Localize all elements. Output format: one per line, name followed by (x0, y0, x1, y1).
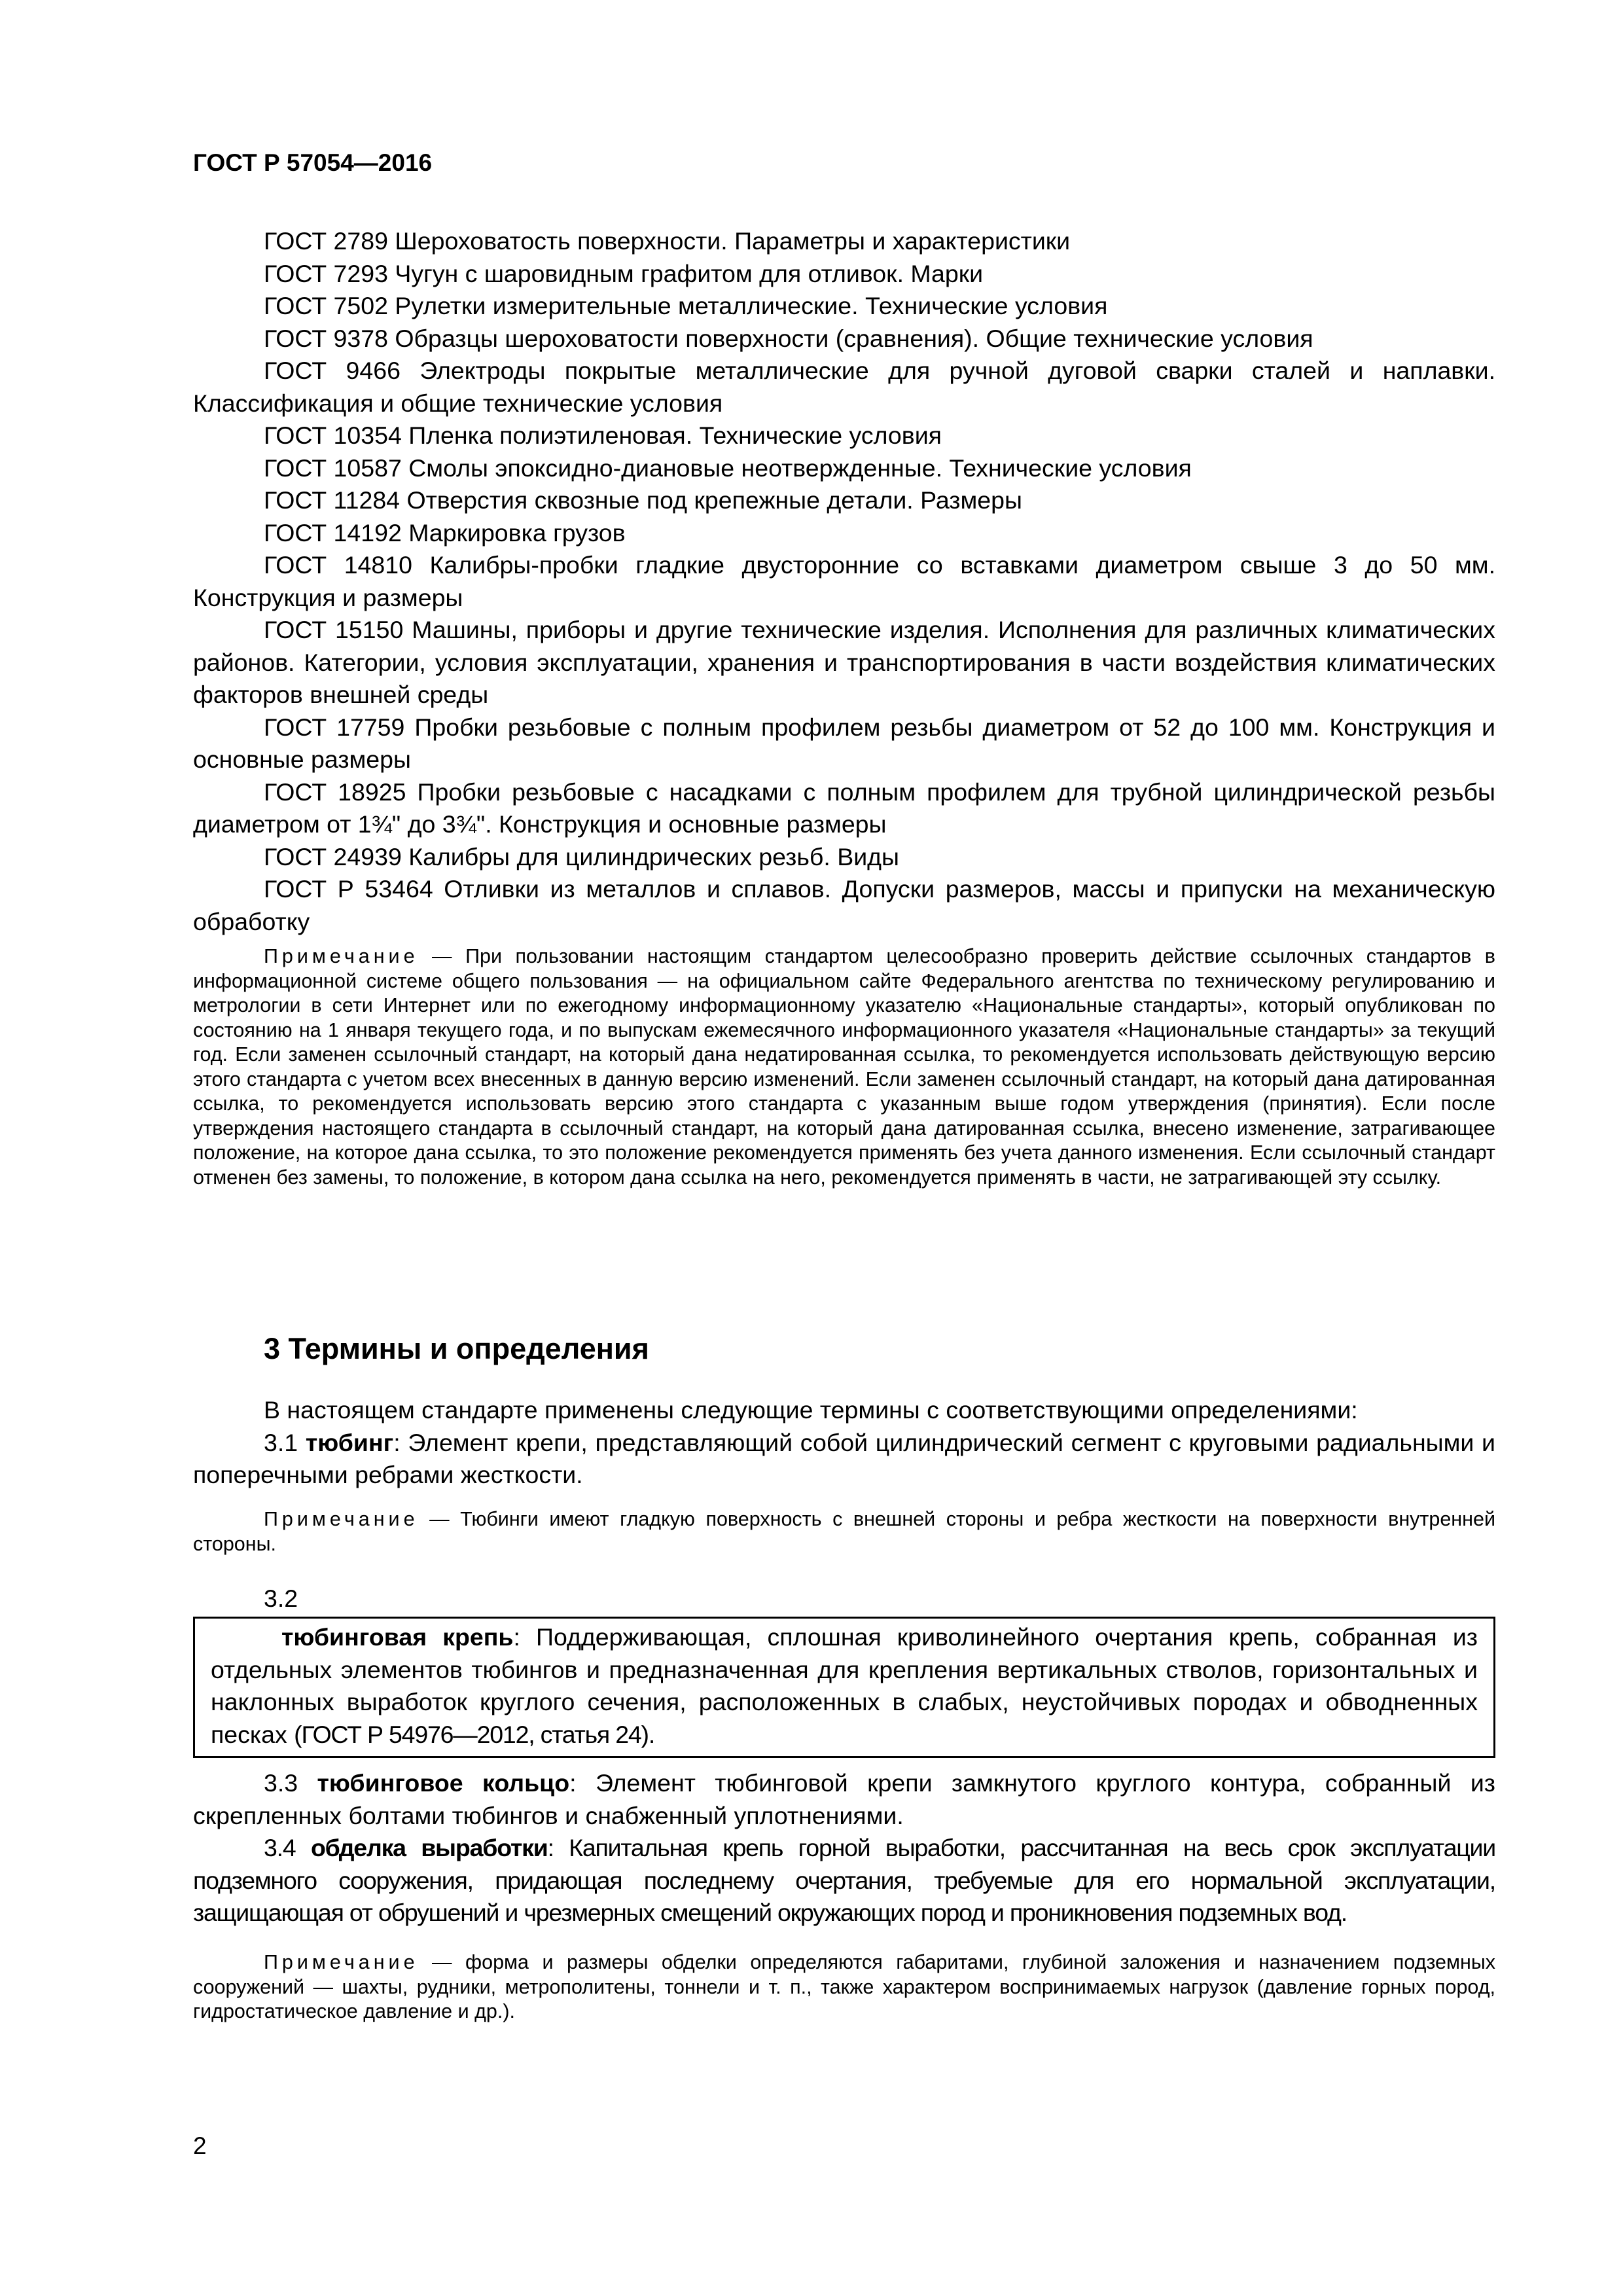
reference-item: ГОСТ 9466 Электроды покрытые металлические для ручной дуговой сварки сталей и наплавки. Классификация и общие технические условия (193, 357, 1495, 417)
reference-item: ГОСТ 11284 Отверстия сквозные под крепежные детали. Размеры (264, 486, 1022, 514)
section-body-top (193, 1394, 1495, 1492)
term-3-3: 3.3 тюбинговое кольцо: Элемент тюбинговой крепи замкнутого круглого контура, собранный из скрепленных болтами тюбингов и снабженный уплотнениями. (193, 1769, 1495, 1829)
term-3-1-note: Примечание — Тюбинги имеют гладкую поверхность с внешней стороны и ребра жесткости на поверхности внутренней стороны. (193, 1508, 1495, 1555)
reference-item: ГОСТ 24939 Калибры для цилиндрических резьб. Виды (264, 842, 899, 870)
term-3-2-number: 3.2 (264, 1585, 298, 1612)
term-name: тюбинговая крепь (281, 1623, 514, 1651)
reference-item: ГОСТ 7502 Рулетки измерительные металлические. Технические условия (264, 292, 1108, 319)
note-text: При пользовании настоящим стандартом целесообразно проверить действие ссылочных стандартов в информационной системе общего пользования — на официальном сайте Федерального агентства по техническому регулированию и метрологии в сети Интернет или по ежегодному информационному указателю «Национальные стандарты», который опубликован по состоянию на 1 января текущего года, и по выпускам ежемесячного информационного указателя «Национальные стандарты» за текущий год. Если заменен ссылочный стандарт, на который дана недатированная ссылка, то рекомендуется использовать действующую версию этого стандарта с учетом всех внесенных в данную версию изменений. Если заменен ссылочный стандарт, на который дана датированная ссылка, то рекомендуется использовать версию этого стандарта с указанным выше годом утверждения (принятия). Если после утверждения настоящего стандарта в ссылочный стандарт, на который дана датированная ссылка, внесено изменение, затрагивающее положение, на которое дана ссылка, то это положение рекомендуется применять без учета данного изменения. Если ссылочный стандарт отменен без замены, то положение, в котором дана ссылка на него, рекомендуется применять в части, не затрагивающей эту ссылку. (193, 945, 1496, 1189)
term-3-1: 3.1 тюбинг: Элемент крепи, представляющий собой цилиндрический сегмент с круговыми радиальными и поперечными ребрами жесткости. (193, 1428, 1495, 1488)
reference-item: ГОСТ Р 53464 Отливки из металлов и сплавов. Допуски размеров, массы и припуски на механическую обработку (193, 875, 1495, 935)
reference-item: ГОСТ 10587 Смолы эпоксидно-диановые неотвержденные. Технические условия (264, 454, 1192, 482)
reference-item: ГОСТ 2789 Шероховатость поверхности. Параметры и характеристики (264, 227, 1071, 255)
reference-item: ГОСТ 18925 Пробки резьбовые с насадками с полным профилем для трубной цилиндрической резьбы диаметром от 1¾" до 3¾". Конструкция и основные размеры (193, 778, 1495, 838)
term-3-2: тюбинговая крепь: Поддерживающая, сплошная криволинейного очертания крепь, собранная из отдельных элементов тюбингов и предназначенная для крепления вертикальных стволов, горизонтальных и наклонных выработок круглого сечения, расположенных в слабых, неустойчивых породах и обводненных песках (ГОСТ Р 54976—2012, статья 24). (211, 1623, 1478, 1748)
term-3-4-note: Примечание — форма и размеры обделки определяются габаритами, глубиной заложения и назначением подземных сооружений — шахты, рудники, метрополитены, тоннели и т. п., также характером воспринимаемых нагрузок (давление горных пород, гидростатическое давление и др.). (193, 1951, 1496, 2022)
reference-item: ГОСТ 14192 Маркировка грузов (264, 518, 626, 547)
term-source: (ГОСТ Р 54976—2012, статья 24) (294, 1720, 649, 1748)
reference-item: ГОСТ 10354 Пленка полиэтиленовая. Технические условия (264, 422, 942, 449)
term-name: тюбинг (305, 1428, 394, 1456)
section-title: 3 Термины и определения (264, 1332, 649, 1365)
note-text: Тюбинги имеют гладкую поверхность с внешней стороны и ребра жесткости на поверхности внутренней стороны. (193, 1508, 1495, 1555)
reference-item: ГОСТ 17759 Пробки резьбовые с полным профилем резьбы диаметром от 52 до 100 мм. Конструкция и основные размеры (193, 713, 1495, 773)
note-label: Примечание (264, 1951, 419, 1973)
term-3-2-box (193, 1617, 1495, 1758)
reference-item: ГОСТ 14810 Калибры-пробки гладкие двусторонние со вставками диаметром свыше 3 до 50 мм. Конструкция и размеры (193, 551, 1495, 611)
reference-item: ГОСТ 9378 Образцы шероховатости поверхности (сравнения). Общие технические условия (264, 324, 1313, 352)
references-note: Примечание — При пользовании настоящим стандартом целесообразно проверить действие ссылочных стандартов в информационной системе общего пользования — на официальном сайте Федерального агентства по техническому регулированию и метрологии в сети Интернет или по ежегодному информационному указателю «Национальные стандарты», который опубликован по состоянию на 1 января текущего года, и по выпускам ежемесячного информационного указателя «Национальные стандарты» за текущий год. Если заменен ссылочный стандарт, на который дана недатированная ссылка, то рекомендуется использовать действующую версию этого стандарта с учетом всех внесенных в данную версию изменений. Если заменен ссылочный стандарт, на который дана датированная ссылка, то рекомендуется использовать версию этого стандарта с указанным выше годом утверждения (принятия). Если после утверждения настоящего стандарта в ссылочный стандарт, на который дана датированная ссылка, внесено изменение, затрагивающее положение, на которое дана ссылка, то это положение рекомендуется применять без учета данного изменения. Если ссылочный стандарт отменен без замены, то положение, в котором дана ссылка на него, рекомендуется применять в части, не затрагивающей эту ссылку. (193, 945, 1496, 1189)
term-3-4: 3.4 обделка выработки: Капитальная крепь горной выработки, рассчитанная на весь срок эксплуатации подземного сооружения, придающая последнему очертания, требуемые для его нормальной эксплуатации, защищающая от обрушений и чрезмерных смещений окружающих пород и проникновения подземных вод. (193, 1834, 1495, 1926)
section-intro: В настоящем стандарте применены следующие термины с соответствующими определениями: (264, 1396, 1358, 1424)
page-number: 2 (193, 2132, 207, 2159)
note-label: Примечание (264, 945, 419, 967)
reference-item: ГОСТ 15150 Машины, приборы и другие технические изделия. Исполнения для различных климатических районов. Категории, условия эксплуатации, хранения и транспортирования в части воздействия климатических факторов внешней среды (193, 616, 1495, 708)
section-body-bottom (193, 1767, 1495, 1929)
note-label: Примечание (264, 1508, 419, 1530)
document-header: ГОСТ Р 57054—2016 (193, 149, 433, 176)
references-list (193, 225, 1495, 938)
term-name: обделка выработки (310, 1834, 548, 1861)
reference-item: ГОСТ 7293 Чугун с шаровидным графитом для отливок. Марки (264, 259, 984, 287)
note-text: форма и размеры обделки определяются габаритами, глубиной заложения и назначением подземных сооружений — шахты, рудники, метрополитены, тоннели и т. п., также характером воспринимаемых нагрузок (давление горных пород, гидростатическое давление и др.). (193, 1951, 1496, 2022)
term-name: тюбинговое кольцо (317, 1769, 570, 1797)
